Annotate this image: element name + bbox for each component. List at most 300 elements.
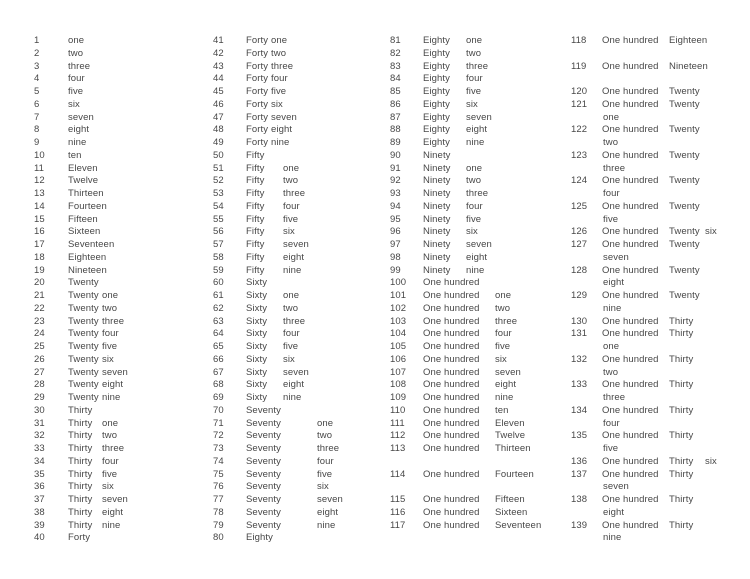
word-cell: six <box>68 98 80 110</box>
unit-word-cell: Twelve <box>495 430 526 442</box>
unit-word-cell: seven <box>102 494 128 505</box>
word-cell: Forty <box>246 111 269 123</box>
number-cell: 78 <box>213 506 224 518</box>
word-cell: Eighty <box>423 73 451 85</box>
word-cell: Thirty <box>68 404 93 416</box>
number-cell: 86 <box>390 98 401 110</box>
unit-word-cell: five <box>102 468 118 480</box>
word-cell: Thirteen <box>68 188 104 199</box>
number-cell: 75 <box>213 468 224 480</box>
number-cell: 128 <box>571 264 588 276</box>
unit-word-cell: nine <box>495 392 514 403</box>
word-cell: One hundred <box>602 86 659 97</box>
number-cell: 45 <box>213 86 224 97</box>
unit-word-cell: eight <box>283 379 305 391</box>
word-cell: Seventy <box>246 519 282 531</box>
number-cell: 74 <box>213 455 224 467</box>
number-cell: 25 <box>34 341 45 352</box>
unit-word-cell: one <box>102 417 119 429</box>
word-cell: One hundred <box>423 341 480 352</box>
unit-word-cell: one <box>317 417 334 429</box>
unit-word-cell: four <box>283 200 300 212</box>
unit-word-cell: seven <box>102 366 128 378</box>
number-cell: 133 <box>571 379 588 391</box>
unit-word-cell: Thirty <box>669 379 694 391</box>
number-cell: 110 <box>390 404 406 416</box>
word-cell: Eighty <box>423 98 451 110</box>
unit-word-cell: Fourteen <box>495 468 534 480</box>
word-cell: One hundred <box>602 353 659 365</box>
unit-word-cell: Thirty <box>669 468 694 480</box>
unit-word-cell: two <box>466 175 482 187</box>
word-cell: One hundred <box>602 404 659 416</box>
unit-word-cell: nine <box>283 264 302 276</box>
number-cell: 16 <box>34 226 45 238</box>
number-cell: 55 <box>213 213 224 225</box>
unit-word-cell: seven <box>271 111 297 123</box>
number-cell: 29 <box>34 392 45 403</box>
unit-word-cell: Twenty <box>669 264 700 276</box>
number-cell: 8 <box>34 124 40 136</box>
unit-word-cell: eight <box>102 506 124 518</box>
number-cell: 85 <box>390 86 401 97</box>
unit-word-cell: two <box>283 302 299 314</box>
number-cell: 5 <box>34 86 40 97</box>
number-cell: 17 <box>34 239 45 250</box>
number-cell: 118 <box>571 35 587 46</box>
unit-word-cell: three <box>102 443 125 454</box>
unit-word-cell: Twenty <box>669 86 700 97</box>
word-cell: Ninety <box>423 149 451 161</box>
number-cell: 105 <box>390 341 407 352</box>
word-cell: One hundred <box>602 494 659 505</box>
unit-word-cell: Thirty <box>669 519 694 531</box>
number-cell: 115 <box>390 494 406 505</box>
word-cell: Eighty <box>423 35 451 46</box>
number-cell: 87 <box>390 111 401 123</box>
number-cell: 7 <box>34 111 40 123</box>
number-cell: 2 <box>34 47 40 59</box>
word-cell: Sixty <box>246 277 268 289</box>
word-cell: Sixty <box>246 290 268 301</box>
unit-word-cell: six <box>466 98 478 110</box>
word-cell: One hundred <box>423 392 480 403</box>
unit-word-cell: Twenty <box>669 98 700 110</box>
number-cell: 92 <box>390 175 401 187</box>
unit-word-cell: Thirty <box>669 328 694 340</box>
word-cell: Thirty <box>68 481 93 493</box>
number-cell: 67 <box>213 366 224 378</box>
number-cell: 107 <box>390 366 407 378</box>
number-cell: 1 <box>34 35 40 46</box>
word-cell: One hundred <box>602 455 659 467</box>
word-cell: one <box>68 35 85 46</box>
word-cell: One hundred <box>602 35 659 46</box>
number-cell: 51 <box>213 162 224 174</box>
word-cell: four <box>68 73 85 85</box>
number-cell: 35 <box>34 468 45 480</box>
unit-word-cell: nine <box>271 137 290 148</box>
number-cell: 44 <box>213 73 224 85</box>
number-cell: 108 <box>390 379 407 391</box>
word-cell: Eleven <box>68 162 98 174</box>
word-cell: One hundred <box>423 366 480 378</box>
number-cell: 135 <box>571 430 588 442</box>
word-cell: One hundred <box>602 124 659 136</box>
number-cell: 80 <box>213 532 224 544</box>
word-cell: One hundred <box>423 417 480 429</box>
word-cell: One hundred <box>602 175 659 187</box>
number-cell: 49 <box>213 137 224 148</box>
number-cell: 72 <box>213 430 224 442</box>
number-cell: 21 <box>34 290 45 301</box>
number-cell: 19 <box>34 264 45 276</box>
number-cell: 137 <box>571 468 588 480</box>
unit2-word-cell: six <box>705 226 717 238</box>
word-cell: Ninety <box>423 226 451 238</box>
word-cell: Eighty <box>423 86 451 97</box>
word-cell: One hundred <box>423 277 480 289</box>
number-cell: 130 <box>571 315 588 327</box>
unit-word-cell: three <box>466 60 489 72</box>
word-cell: One hundred <box>602 200 659 212</box>
unit-word-cell: one <box>466 162 483 174</box>
word-cell: Fifty <box>246 213 265 225</box>
number-cell: 71 <box>213 417 224 429</box>
number-cell: 37 <box>34 494 45 505</box>
word-cell: five <box>68 86 84 97</box>
number-cell: 40 <box>34 532 45 544</box>
continuation-word-cell: seven <box>603 481 629 493</box>
number-cell: 54 <box>213 200 224 212</box>
word-cell: Ninety <box>423 239 451 250</box>
number-cell: 56 <box>213 226 224 238</box>
word-cell: One hundred <box>423 494 480 505</box>
word-cell: two <box>68 47 84 59</box>
number-cell: 84 <box>390 73 401 85</box>
number-cell: 33 <box>34 443 45 454</box>
unit-word-cell: five <box>317 468 333 480</box>
word-cell: Thirty <box>68 455 93 467</box>
number-cell: 68 <box>213 379 224 391</box>
word-cell: One hundred <box>602 430 659 442</box>
number-cell: 28 <box>34 379 45 391</box>
number-cell: 83 <box>390 60 401 72</box>
unit-word-cell: three <box>283 188 306 199</box>
word-cell: Forty <box>246 60 269 72</box>
number-cell: 123 <box>571 149 588 161</box>
number-cell: 73 <box>213 443 224 454</box>
word-cell: Sixty <box>246 379 268 391</box>
unit-word-cell: one <box>283 290 300 301</box>
unit-word-cell: five <box>102 341 118 352</box>
word-cell: Sixty <box>246 353 268 365</box>
number-cell: 116 <box>390 506 406 518</box>
unit-word-cell: nine <box>283 392 302 403</box>
unit-word-cell: three <box>317 443 340 454</box>
number-cell: 70 <box>213 404 224 416</box>
word-cell: eight <box>68 124 90 136</box>
number-cell: 60 <box>213 277 224 289</box>
word-cell: Forty <box>246 137 269 148</box>
number-cell: 119 <box>571 60 587 72</box>
unit-word-cell: Thirty <box>669 455 694 467</box>
word-cell: One hundred <box>423 468 480 480</box>
number-cell: 120 <box>571 86 588 97</box>
number-cell: 10 <box>34 149 45 161</box>
number-cell: 61 <box>213 290 224 301</box>
word-cell: three <box>68 60 91 72</box>
word-cell: Seventy <box>246 481 282 493</box>
unit-word-cell: two <box>495 302 511 314</box>
continuation-word-cell: five <box>603 443 619 454</box>
unit-word-cell: two <box>283 175 299 187</box>
number-cell: 62 <box>213 302 224 314</box>
word-cell: Ninety <box>423 264 451 276</box>
number-cell: 52 <box>213 175 224 187</box>
unit-word-cell: Fifteen <box>495 494 525 505</box>
continuation-word-cell: two <box>603 137 619 148</box>
word-cell: Nineteen <box>68 264 107 276</box>
number-cell: 57 <box>213 239 224 250</box>
word-cell: Ninety <box>423 213 451 225</box>
word-cell: Twenty <box>68 302 99 314</box>
number-cell: 106 <box>390 353 407 365</box>
unit-word-cell: eight <box>271 124 293 136</box>
number-cell: 122 <box>571 124 588 136</box>
word-cell: Forty <box>246 86 269 97</box>
number-cell: 36 <box>34 481 45 493</box>
unit-word-cell: Sixteen <box>495 506 528 518</box>
number-cell: 103 <box>390 315 407 327</box>
unit2-word-cell: six <box>705 455 717 467</box>
unit-word-cell: Twenty <box>669 175 700 187</box>
word-cell: One hundred <box>423 519 480 531</box>
word-cell: One hundred <box>602 239 659 250</box>
word-cell: seven <box>68 111 94 123</box>
word-cell: Seventy <box>246 417 282 429</box>
word-cell: Sixty <box>246 366 268 378</box>
word-cell: Sixty <box>246 341 268 352</box>
word-cell: Fifty <box>246 226 265 238</box>
word-cell: Fifty <box>246 264 265 276</box>
number-cell: 124 <box>571 175 588 187</box>
number-cell: 9 <box>34 137 40 148</box>
word-cell: Thirty <box>68 417 93 429</box>
unit-word-cell: four <box>466 200 483 212</box>
word-cell: Twenty <box>68 379 99 391</box>
continuation-word-cell: four <box>603 188 620 199</box>
word-cell: Forty <box>246 124 269 136</box>
number-cell: 46 <box>213 98 224 110</box>
word-cell: Forty <box>246 35 269 46</box>
number-cell: 15 <box>34 213 45 225</box>
number-cell: 39 <box>34 519 45 531</box>
unit-word-cell: three <box>271 60 294 72</box>
number-cell: 65 <box>213 341 224 352</box>
word-cell: One hundred <box>602 149 659 161</box>
number-cell: 121 <box>571 98 588 110</box>
number-cell: 12 <box>34 175 45 187</box>
unit-word-cell: Thirty <box>669 494 694 505</box>
word-cell: Twenty <box>68 392 99 403</box>
unit-word-cell: seven <box>283 366 309 378</box>
word-cell: Thirty <box>68 430 93 442</box>
word-cell: One hundred <box>423 315 480 327</box>
number-cell: 13 <box>34 188 45 199</box>
word-cell: Eighty <box>423 137 451 148</box>
number-cell: 129 <box>571 290 588 301</box>
word-cell: One hundred <box>602 315 659 327</box>
number-cell: 59 <box>213 264 224 276</box>
number-cell: 136 <box>571 455 588 467</box>
word-cell: Sixty <box>246 302 268 314</box>
unit-word-cell: Thirty <box>669 404 694 416</box>
number-cell: 4 <box>34 73 40 85</box>
unit-word-cell: two <box>317 430 333 442</box>
word-cell: Seventy <box>246 506 282 518</box>
number-cell: 43 <box>213 60 224 72</box>
unit-word-cell: one <box>466 35 483 46</box>
unit-word-cell: Twenty <box>669 200 700 212</box>
unit-word-cell: three <box>102 315 125 327</box>
word-cell: Forty <box>68 532 91 544</box>
number-cell: 34 <box>34 455 45 467</box>
unit-word-cell: seven <box>466 239 492 250</box>
number-cell: 47 <box>213 111 224 123</box>
word-cell: One hundred <box>602 60 659 72</box>
number-cell: 98 <box>390 251 401 263</box>
number-cell: 31 <box>34 417 45 429</box>
word-cell: Sixteen <box>68 226 101 238</box>
word-cell: Seventy <box>246 430 282 442</box>
word-cell: Forty <box>246 47 269 59</box>
unit-word-cell: Thirteen <box>495 443 531 454</box>
unit-word-cell: six <box>466 226 478 238</box>
number-cell: 125 <box>571 200 588 212</box>
word-cell: Eighteen <box>68 251 107 263</box>
word-cell: Ninety <box>423 188 451 199</box>
number-cell: 11 <box>34 162 45 174</box>
unit-word-cell: two <box>102 430 118 442</box>
number-cell: 14 <box>34 200 45 212</box>
word-cell: Sixty <box>246 315 268 327</box>
number-cell: 69 <box>213 392 224 403</box>
unit-word-cell: six <box>102 353 114 365</box>
word-cell: Fifty <box>246 188 265 199</box>
word-cell: One hundred <box>423 443 480 454</box>
word-cell: Thirty <box>68 443 93 454</box>
number-cell: 138 <box>571 494 588 505</box>
word-cell: One hundred <box>602 98 659 110</box>
number-cell: 112 <box>390 430 406 442</box>
unit-word-cell: eight <box>495 379 517 391</box>
continuation-word-cell: eight <box>603 277 625 289</box>
continuation-word-cell: one <box>603 341 620 352</box>
word-cell: Eighty <box>246 532 274 544</box>
word-cell: Seventy <box>246 404 282 416</box>
word-cell: nine <box>68 137 87 148</box>
unit-word-cell: nine <box>466 137 485 148</box>
continuation-word-cell: five <box>603 213 619 225</box>
number-cell: 77 <box>213 494 224 505</box>
number-cell: 27 <box>34 366 45 378</box>
unit-word-cell: seven <box>495 366 521 378</box>
continuation-word-cell: seven <box>603 251 629 263</box>
number-cell: 30 <box>34 404 45 416</box>
unit-word-cell: eight <box>102 379 124 391</box>
word-cell: Twenty <box>68 290 99 301</box>
number-cell: 64 <box>213 328 224 340</box>
number-cell: 111 <box>390 417 405 429</box>
word-cell: One hundred <box>602 519 659 531</box>
unit-word-cell: three <box>466 188 489 199</box>
continuation-word-cell: three <box>603 392 626 403</box>
unit-word-cell: one <box>495 290 512 301</box>
unit-word-cell: two <box>102 302 118 314</box>
number-cell: 48 <box>213 124 224 136</box>
word-cell: Twenty <box>68 328 99 340</box>
unit-word-cell: five <box>283 341 299 352</box>
number-cell: 96 <box>390 226 401 238</box>
number-cell: 24 <box>34 328 45 340</box>
number-cell: 91 <box>390 162 401 174</box>
word-cell: One hundred <box>602 379 659 391</box>
unit-word-cell: four <box>283 328 300 340</box>
word-cell: Twenty <box>68 353 99 365</box>
unit-word-cell: two <box>466 47 482 59</box>
number-cell: 102 <box>390 302 407 314</box>
unit-word-cell: Eleven <box>495 417 525 429</box>
word-cell: Ninety <box>423 251 451 263</box>
word-cell: Twenty <box>68 341 99 352</box>
number-cell: 23 <box>34 315 45 327</box>
word-cell: ten <box>68 149 82 161</box>
continuation-word-cell: three <box>603 162 626 174</box>
continuation-word-cell: eight <box>603 506 625 518</box>
unit-word-cell: seven <box>317 494 343 505</box>
continuation-word-cell: nine <box>603 532 622 544</box>
number-cell: 134 <box>571 404 588 416</box>
number-cell: 63 <box>213 315 224 327</box>
word-cell: Twenty <box>68 366 99 378</box>
unit-word-cell: six <box>495 353 507 365</box>
unit-word-cell: five <box>495 341 511 352</box>
number-cell: 26 <box>34 353 45 365</box>
unit-word-cell: Twenty <box>669 124 700 136</box>
number-cell: 90 <box>390 149 401 161</box>
word-cell: Eighty <box>423 47 451 59</box>
number-cell: 126 <box>571 226 588 238</box>
number-cell: 94 <box>390 200 401 212</box>
word-cell: Fifty <box>246 200 265 212</box>
unit-word-cell: eight <box>466 251 488 263</box>
word-cell: Fourteen <box>68 200 107 212</box>
word-cell: Seventy <box>246 443 282 454</box>
number-cell: 97 <box>390 239 401 250</box>
unit-word-cell: nine <box>466 264 485 276</box>
unit-word-cell: four <box>495 328 512 340</box>
word-cell: Eighty <box>423 124 451 136</box>
word-cell: Seventeen <box>68 239 115 250</box>
number-cell: 66 <box>213 353 224 365</box>
unit-word-cell: nine <box>102 392 121 403</box>
number-cell: 41 <box>213 35 224 46</box>
word-cell: Seventy <box>246 455 282 467</box>
number-cell: 109 <box>390 392 407 403</box>
unit-word-cell: four <box>271 73 288 85</box>
word-cell: One hundred <box>423 328 480 340</box>
